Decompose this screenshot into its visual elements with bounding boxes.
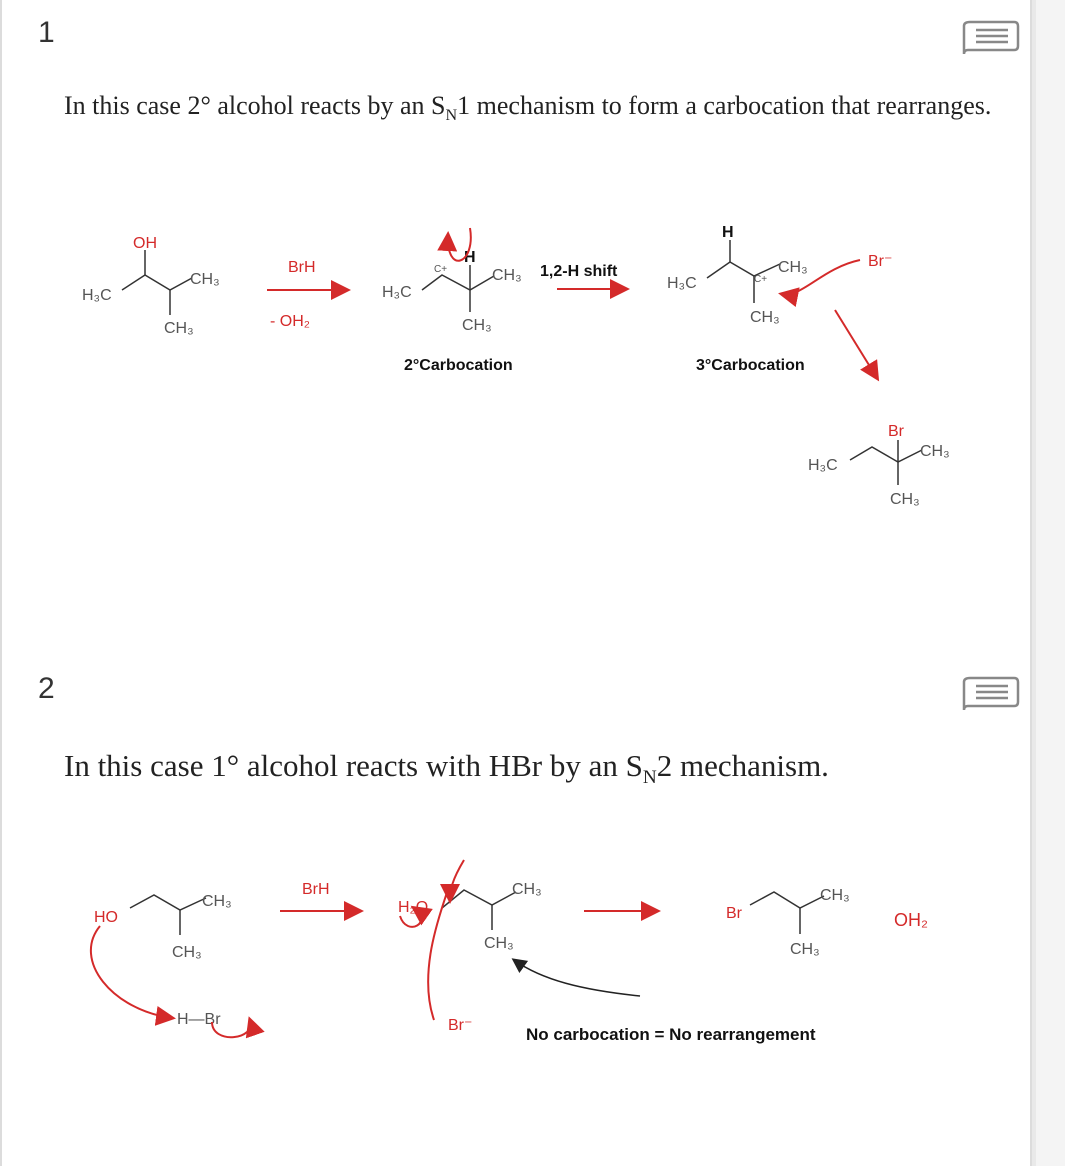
ch3-label: CH₃ (512, 881, 542, 898)
ch3-label: CH₃ (190, 271, 220, 288)
step-2-reaction-scheme (2, 850, 1032, 1070)
ch3-label: CH₃ (164, 320, 194, 337)
bromide-label: Br⁻ (868, 253, 893, 270)
h3c-label: H₃C (82, 287, 112, 304)
step-1-sub: N (445, 107, 458, 125)
step-1-text-b: 1 mechanism to form a carbocation that rearranges. (457, 91, 992, 120)
tertiary-carbocation-label: 3°Carbocation (696, 357, 805, 374)
step-number-2: 2 (38, 672, 55, 705)
br-label: Br (726, 905, 742, 922)
scrollbar[interactable] (1036, 0, 1065, 1166)
comment-icon[interactable] (960, 674, 1020, 714)
hydride-shift-arrow (540, 263, 626, 289)
ch3-label: CH₃ (890, 491, 920, 508)
bromide-label: Br⁻ (448, 1017, 473, 1034)
secondary-carbocation (382, 228, 522, 374)
h3c-label: H₃C (667, 275, 697, 292)
ch3-label: CH₃ (492, 267, 522, 284)
ch3-label: CH₃ (172, 944, 202, 961)
h3c-label: H₃C (382, 284, 412, 301)
alcohol-2-structure (91, 893, 251, 1037)
sn2-intermediate (398, 860, 542, 1034)
note-pointer-arrow (514, 960, 640, 996)
product-bromide-1 (808, 423, 950, 508)
h-label: H (722, 224, 734, 241)
br-label: Br (888, 423, 904, 440)
step-number-1: 1 (38, 16, 55, 49)
comment-icon[interactable] (960, 18, 1020, 58)
ho-label: HO (94, 909, 118, 926)
tertiary-carbocation (667, 224, 892, 374)
c-plus-label: C+ (434, 264, 448, 275)
ch3-label: CH₃ (202, 893, 232, 910)
oh-label: OH (133, 235, 157, 252)
ch3-label: CH₃ (790, 941, 820, 958)
step-1-explanation (64, 88, 1004, 134)
h3c-label: H₃C (808, 457, 838, 474)
step-1-reaction-scheme (2, 200, 1032, 530)
ch3-label: CH₃ (820, 887, 850, 904)
step-2-explanation (64, 746, 1024, 798)
c-plus-label: C+ (754, 274, 768, 285)
shift-label: 1,2-H shift (540, 263, 618, 280)
no-rearrangement-note: No carbocation = No rearrangement (526, 1025, 816, 1044)
ch3-label: CH₃ (462, 317, 492, 334)
reagent-minus-oh2: - OH₂ (270, 313, 310, 330)
product-arrow (835, 310, 877, 378)
step-1-text-a: In this case 2° alcohol reacts by an S (64, 91, 446, 120)
h-label: H (464, 249, 476, 266)
reagent-brh: BrH (302, 881, 330, 898)
ch3-label: CH₃ (778, 259, 808, 276)
step-2-sub: N (642, 767, 657, 789)
ch3-label: CH₃ (750, 309, 780, 326)
water-label: OH₂ (894, 910, 928, 930)
reagent-arrow-1 (267, 259, 347, 330)
step-2-text-b: 2 mechanism. (656, 748, 829, 783)
alcohol-1-structure (82, 235, 220, 337)
reagent-brh: BrH (288, 259, 316, 276)
h-br-label: H—Br (177, 1011, 221, 1028)
product-bromide-2 (726, 887, 928, 958)
h2o-label: H₂O (398, 899, 429, 916)
ch3-label: CH₃ (920, 443, 950, 460)
reagent-arrow-2 (280, 881, 360, 911)
ch3-label: CH₃ (484, 935, 514, 952)
step-2-text-a: In this case 1° alcohol reacts with HBr by an S (64, 748, 643, 783)
secondary-carbocation-label: 2°Carbocation (404, 357, 513, 374)
